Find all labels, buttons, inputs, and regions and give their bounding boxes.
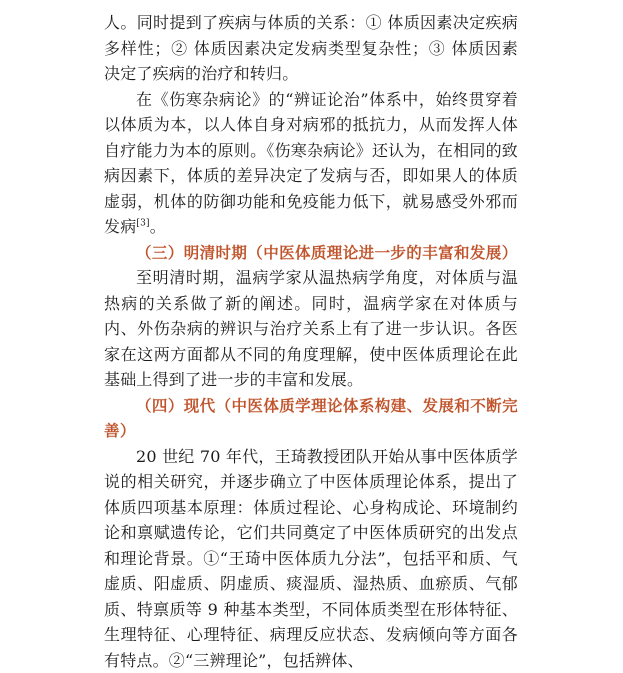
paragraph-3: 至明清时期，温病学家从温热病学角度，对体质与温热病的关系做了新的阐述。同时，温病学家在对体质与内、外伤杂病的辨识与治疗关系上有了进一步认识。各医家在这两方面都从不同的角度理解，使中医体质理论在此基础上得到了进一步的丰富和发展。 xyxy=(104,265,518,393)
paragraph-1: 人。同时提到了疾病与体质的关系：① 体质因素决定疾病多样性；② 体质因素决定发病类型复杂性；③ 体质因素决定了疾病的治疗和转归。 xyxy=(104,10,518,87)
paragraph-2-text: 在《伤寒杂病论》的“辨证论治”体系中，始终贯穿着以体质为本，以人体自身对病邪的抵抗力，从而发挥人体自疗能力为本的原则。《伤寒杂病论》还认为，在相同的致病因素下，体质的差异决定了发病与否，即如果人的体质虚弱，机体的防御功能和免疫能力低下，就易感受外邪而发病 xyxy=(104,90,518,237)
paragraph-2-end: 。 xyxy=(150,217,166,236)
paragraph-2 xyxy=(104,87,518,240)
section-heading-4: （四）现代（中医体质学理论体系构建、发展和不断完善） xyxy=(104,393,518,444)
paragraph-4: 20 世纪 70 年代，王琦教授团队开始从事中医体质学说的相关研究，并逐步确立了中医体质理论体系，提出了体质四项基本原理：体质过程论、心身构成论、环境制约论和禀赋遗传论，它们共同奠定了中医体质研究的出发点和理论背景。①“王琦中医体质九分法”，包括平和质、气虚质、阳虚质、阴虚质、痰湿质、湿热质、血瘀质、气郁质、特禀质等 9 种基本类型，不同体质类型在形体特征、生理特征、心理特征、病理反应状态、发病倾向等方面各有特点。②“三辨理论”，包括辨体、 xyxy=(104,444,518,673)
citation-marker: [3] xyxy=(136,219,149,229)
section-heading-3: （三）明清时期（中医体质理论进一步的丰富和发展） xyxy=(104,240,518,266)
text-column xyxy=(104,10,518,673)
